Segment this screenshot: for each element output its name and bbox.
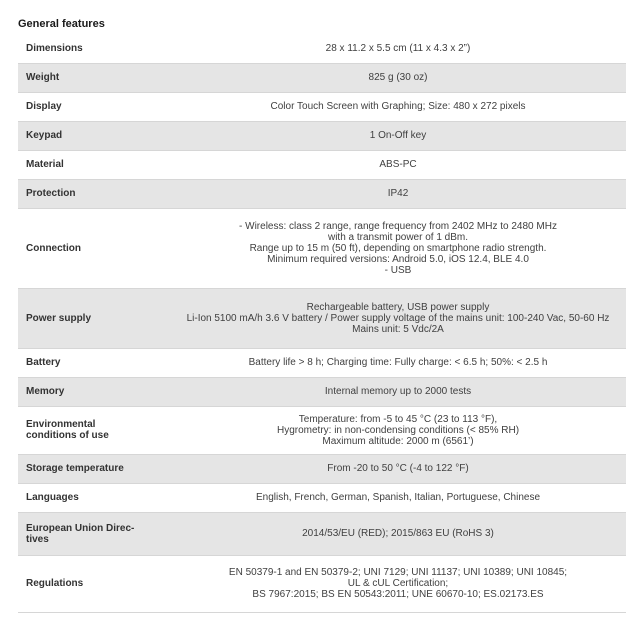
- spec-row-storage-temperature: [18, 454, 626, 483]
- spec-value-line: Range up to 15 m (50 ft), depending on smartphone radio strength.: [249, 242, 547, 254]
- section-title: General features: [18, 18, 105, 30]
- spec-value: [174, 454, 626, 483]
- spec-value: [174, 208, 626, 288]
- spec-value: [174, 63, 626, 92]
- spec-label: European Union Direc- tives: [18, 512, 174, 555]
- spec-row-memory: [18, 377, 626, 406]
- spec-label: Keypad: [18, 121, 174, 150]
- spec-value-line: Li-Ion 5100 mA/h 3.6 V battery / Power supply voltage of the mains unit: 100-240 Vac, 50-60 Hz: [186, 312, 610, 324]
- spec-value-line: with a transmit power of 1 dBm.: [327, 231, 469, 243]
- spec-row-connection: [18, 208, 626, 288]
- spec-value-line: UL & cUL Certification;: [347, 578, 449, 589]
- spec-label: Storage temperature: [18, 454, 174, 483]
- spec-value-line: - USB: [384, 264, 412, 276]
- spec-value: [174, 150, 626, 179]
- spec-label: Material: [18, 150, 174, 179]
- spec-value-line: Battery life > 8 h; Charging time: Fully charge: < 6.5 h; 50%: < 2.5 h: [248, 357, 548, 368]
- spec-row-material: [18, 150, 626, 179]
- spec-value-line: 1 On-Off key: [369, 130, 427, 141]
- spec-label: Memory: [18, 377, 174, 406]
- spec-label: Battery: [18, 348, 174, 377]
- spec-label: Protection: [18, 179, 174, 208]
- spec-row-weight: [18, 63, 626, 92]
- spec-value-line: Color Touch Screen with Graphing; Size: 480 x 272 pixels: [270, 101, 526, 112]
- spec-table-body: [18, 34, 626, 612]
- spec-value: [174, 34, 626, 63]
- spec-value: [174, 512, 626, 555]
- spec-row-languages: [18, 483, 626, 512]
- spec-value: [174, 288, 626, 348]
- spec-value: [174, 377, 626, 406]
- spec-value-line: 28 x 11.2 x 5.5 cm (11 x 4.3 x 2”): [325, 42, 471, 54]
- spec-row-dimensions: [18, 34, 626, 63]
- spec-value-line: 2014/53/EU (RED); 2015/863 EU (RoHS 3): [302, 528, 494, 539]
- spec-value-line: Hygrometry: in non-condensing conditions (< 85% RH): [276, 424, 520, 436]
- spec-value-line: Maximum altitude: 2000 m (6561’): [322, 435, 474, 447]
- spec-row-european-union-direc-tives: [18, 512, 626, 555]
- spec-value-line: Internal memory up to 2000 tests: [324, 386, 472, 397]
- spec-value: [174, 348, 626, 377]
- spec-value-line: English, French, German, Spanish, Italian, Portuguese, Chinese: [255, 492, 541, 503]
- spec-value-line: From -20 to 50 °C (-4 to 122 °F): [327, 463, 469, 474]
- spec-label: Languages: [18, 483, 174, 512]
- spec-table: [18, 34, 626, 613]
- spec-row-keypad: [18, 121, 626, 150]
- spec-value-line: Temperature: from -5 to 45 °C (23 to 113 °F),: [298, 413, 498, 425]
- spec-row-display: [18, 92, 626, 121]
- spec-value-line: BS 7967:2015; BS EN 50543:2011; UNE 60670-10; ES.02173.ES: [252, 589, 544, 600]
- spec-row-environmental-conditions-of-use: [18, 406, 626, 454]
- spec-label: Weight: [18, 63, 174, 92]
- spec-value-line: - Wireless: class 2 range, range frequency from 2402 MHz to 2480 MHz: [239, 220, 557, 232]
- spec-label: Power supply: [18, 288, 174, 348]
- spec-row-battery: [18, 348, 626, 377]
- spec-label: Dimensions: [18, 34, 174, 63]
- spec-value: [174, 179, 626, 208]
- spec-value: [174, 121, 626, 150]
- spec-row-protection: [18, 179, 626, 208]
- spec-value-line: IP42: [387, 188, 409, 199]
- spec-value: [174, 406, 626, 454]
- spec-label: Connection: [18, 208, 174, 288]
- spec-value-line: 825 g (30 oz): [368, 72, 428, 83]
- spec-value-line: Rechargeable battery, USB power supply: [306, 301, 490, 313]
- spec-value-line: Mains unit: 5 Vdc/2A: [352, 323, 444, 335]
- spec-row-power-supply: [18, 288, 626, 348]
- spec-row-regulations: [18, 555, 626, 612]
- spec-value-line: Minimum required versions: Android 5.0, iOS 12.4, BLE 4.0: [267, 253, 529, 265]
- spec-label: Regulations: [18, 555, 174, 612]
- spec-value-line: ABS-PC: [379, 159, 417, 170]
- spec-value: [174, 555, 626, 612]
- spec-label: Environmental conditions of use: [18, 406, 174, 454]
- spec-value: [174, 483, 626, 512]
- spec-value: [174, 92, 626, 121]
- spec-value-line: EN 50379-1 and EN 50379-2; UNI 7129; UNI 11137; UNI 10389; UNI 10845;: [228, 567, 568, 578]
- spec-label: Display: [18, 92, 174, 121]
